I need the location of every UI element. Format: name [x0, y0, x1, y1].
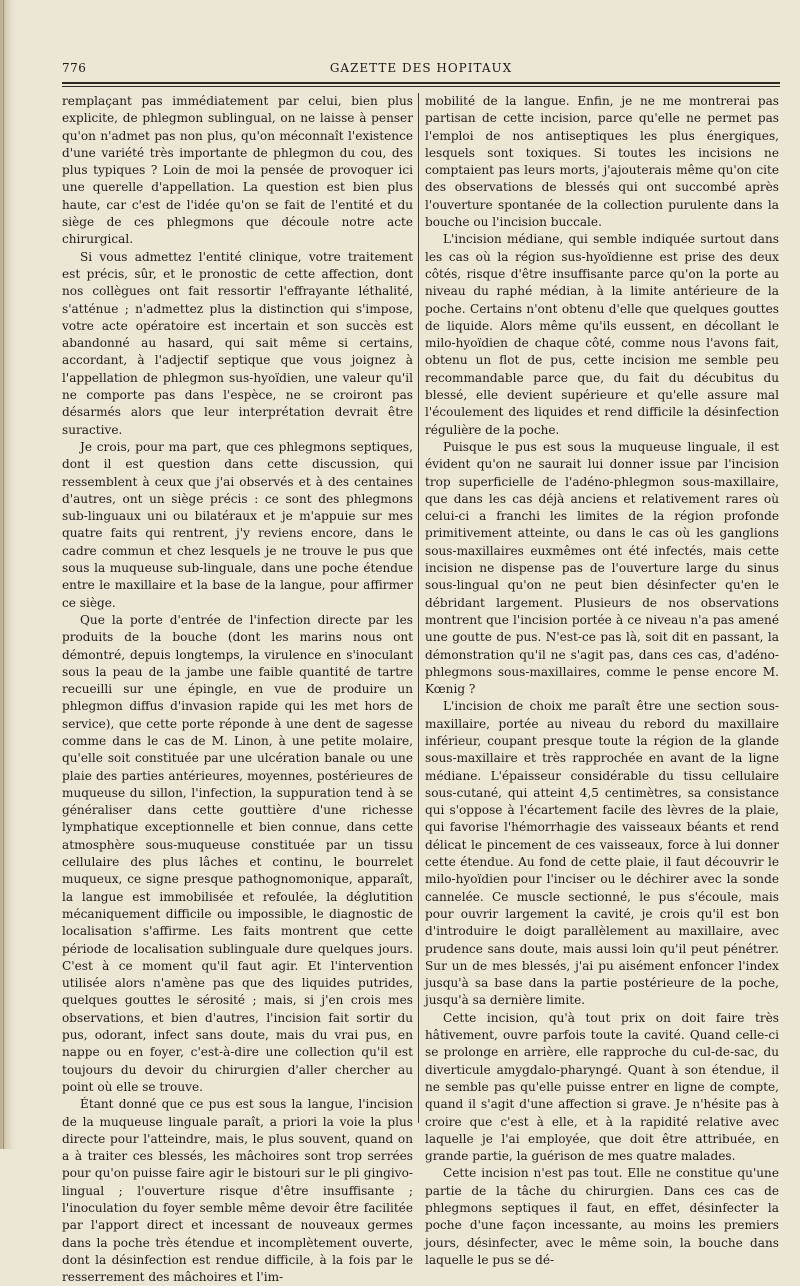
paragraph: L'incision de choix me paraît être une section sous-maxillaire, portée au niveau du rebord du maxillaire inférieur, coupant presque toute la région de la glande sous-maxillaire et très rapprochée en avant de la ligne médiane. L'épaisseur considérable du tissu cellulaire sous-cutané, qui atteint 4,5 centimètres, sa consistance qui s'oppose à l'écartement facile des lèvres de la plaie, qui favorise l'hémorrhagie des vaisseaux béants et rend délicat le pincement de ces vaisseaux, force à lui donner cette étendue. Au fond de cette plaie, il faut découvrir le milo-hyoïdien pour l'inciser ou le déchirer avec la sonde cannelée. Ce muscle sectionné, le pus s'écoule, mais pour ouvrir largement la cavité, je crois qu'il est bon d'introduire le doigt parallèlement au maxillaire, avec prudence sans doute, mais aussi loin qu'il peut pénétrer. Sur un de mes blessés, j'ai pu aisément enfoncer l'index jusqu'à sa base dans la partie postérieure de la poche, jusqu'à sa dernière limite.: [425, 699, 779, 1008]
paragraph: Cette incision, qu'à tout prix on doit faire très hâtivement, ouvre parfois toute la cavité. Quand celle-ci se prolonge en arrière, elle rapproche du cul-de-sac, du diverticule amygdalo-pharyngé. Quant à son étendue, il ne semble pas qu'elle puisse entrer en ligne de compte, quand il s'agit d'une affection si grave. Je n'hésite pas à croire que c'est à elle, et à la rapidité relative avec laquelle je l'ai employée, que doit être attribuée, en grande partie, la guérison de mes quatre malades.: [425, 1010, 779, 1164]
paragraph: Si vous admettez l'entité clinique, votre traitement est précis, sûr, et le pronostic de cette affection, dont nos collègues ont fait ressortir l'effrayante léthalité, s'atténue ; n'admettez plus la distinction qui s'impose, votre acte opératoire est incertain et son succès est abandonné au hasard, qui sait même si certains, accordant, à l'adjectif septique que vous joignez à l'appellation de phlegmon sus-hyoïdien, une valeur qu'il ne comporte pas dans l'espèce, ne se croiront pas désarmés alors que leur interprétation devrait être suractive.: [62, 249, 413, 437]
paragraph: remplaçant pas immédiatement par celui, bien plus explicite, de phlegmon sublingual, on ne laisse à penser qu'on n'admet pas non plus, qu'on méconnaît l'existence d'une variété très importante de phlegmon du cou, des plus typiques ? Loin de moi la pensée de provoquer ici une querelle d'appellation. La question est bien plus haute, car c'est de l'idée qu'on se fait de l'entité et du siège de ces phlegmons que découle notre acte chirurgical.: [62, 94, 413, 247]
paragraph: Puisque le pus est sous la muqueuse linguale, il est évident qu'on ne saurait lui donner issue par l'incision trop superficielle de l'adéno-phlegmon sous-maxillaire, que dans les cas déjà anciens et relativement rares où celui-ci a franchi les limites de la région profonde primitivement atteinte, ou dans le cas où les ganglions sous-maxillaires euxmêmes ont été infectés, mais cette incision ne dispense pas de l'ouverture large du sinus sous-lingual qu'on ne peut bien désinfecter qu'en le débridant largement. Plusieurs de nos observations montrent que l'incision portée à ce niveau n'a pas amené une goutte de pus. N'est-ce pas là, soit dit en passant, la démonstration qu'il ne s'agit pas, dans ces cas, d'adéno-phlegmons sous-maxillaires, comme le pense encore M. Kœnig ?: [425, 439, 779, 697]
paragraph: Je crois, pour ma part, que ces phlegmons septiques, dont il est question dans cette discussion, qui ressemblent à ceux que j'ai observés et à des centaines d'autres, ont un siège précis : ce sont des phlegmons sub-linguaux uni ou bilatéraux et je m'appuie sur mes quatre faits qui rentrent, j'y reviens encore, dans le cadre commun et chez lesquels je ne trouve le pus que sous la muqueuse sub-linguale, dans une poche étendue entre le maxillaire et la base de la langue, pour affirmer ce siège.: [62, 439, 413, 610]
page-number: 776: [62, 61, 87, 75]
paragraph: Cette incision n'est pas tout. Elle ne constitue qu'une partie de la tâche du chirurgien. Dans ces cas de phlegmons septiques il faut, en effet, désinfecter la poche d'une façon incessante, au moins les premiers jours, désinfecter, avec le même soin, la bouche dans laquelle le pus se dé-: [425, 1166, 779, 1267]
header-rule-thin: [62, 86, 780, 87]
right-column: [425, 93, 779, 1267]
spine-edge-line: [3, 0, 4, 1149]
paragraph: L'incision médiane, qui semble indiquée surtout dans les cas où la région sus-hyoïdienne est prise des deux côtés, risque d'être insuffisante parce qu'on la porte au niveau du raphé médian, à la limite antérieure de la poche. Certains n'ont obtenu d'elle que quelques gouttes de liquide. Alors même qu'ils eussent, en décollant le milo-hyoïdien de chaque côté, comme nous l'avons fait, obtenu un flot de pus, cette incision me semble peu recommandable parce que, du fait du décubitus du blessé, elle devient supérieure et qu'elle assure mal l'écoulement des liquides et rend difficile la désinfection régulière de la poche.: [425, 232, 779, 437]
column-divider: [418, 93, 419, 1123]
paragraph: mobilité de la langue. Enfin, je ne me montrerai pas partisan de cette incision, parce qu'elle ne permet pas l'emploi de nos antiseptiques les plus énergiques, lesquels sont toxiques. Si toutes les incisions ne comptaient pas leurs morts, j'ajouterais même qu'on cite des observations de blessés qui ont succombé après l'ouverture spontanée de la collection purulente dans la bouche ou l'incision buccale.: [425, 94, 779, 230]
journal-title: GAZETTE DES HOPITAUX: [329, 61, 513, 75]
page-header: [62, 61, 780, 79]
left-column: [62, 93, 413, 1285]
paragraph: Que la porte d'entrée de l'infection directe par les produits de la bouche (dont les marins nous ont démontré, depuis longtemps, la virulence en s'inoculant sous la peau de la jambe une faible quantité de tartre recueilli sur une épingle, en vue de produire un phlegmon diffus d'invasion rapide qui les met hors de service), que cette porte réponde à une dent de sagesse comme dans le cas de M. Linon, à une petite molaire, qu'elle soit constituée par une ulcération banale ou une plaie des parties antérieures, moyennes, postérieures de muqueuse du sillon, l'infection, la suppuration tend à se généraliser dans cette gouttière d'une richesse lymphatique exceptionnelle et bien connue, dans cette atmosphère sous-muqueuse constituée par un tissu cellulaire des plus lâches et continu, le bourrelet muqueux, ce signe presque pathognomonique, apparaît, la langue est immobilisée et refoulée, la déglutition mécaniquement difficile ou impossible, le diagnostic de localisation s'affirme. Les faits montrent que cette période de localisation sublinguale dure quelques jours. C'est à ce moment qu'il faut agir. Et l'intervention utilisée alors n'amène pas que des liquides putrides, quelques gouttes le sérosité ; mais, si j'en crois mes observations, et bien d'autres, l'incision fait sortir du pus, odorant, infect sans doute, mais du vrai pus, en nappe ou en foyer, c'est-à-dire une collection qu'il est toujours du devoir du chirurgien d'aller chercher au point où elle se trouve.: [62, 612, 413, 1094]
header-rule-thick: [62, 82, 780, 84]
paragraph: Étant donné que ce pus est sous la langue, l'incision de la muqueuse linguale paraît, a priori la voie la plus directe pour l'atteindre, mais, le plus souvent, quand on a à traiter ces blessés, les mâchoires sont trop serrées pour qu'on puisse faire agir le bistouri sur le pli gingivo-lingual ; l'ouverture risque d'être insuffisante ; l'inoculation du foyer semble même devoir être facilitée par l'apport direct et incessant de nouveaux germes dans la poche très étendue et incomplètement ouverte, dont la désinfection est rendue difficile, à la fois par le resserrement des mâchoires et l'im-: [62, 1097, 413, 1285]
book-spine-shadow: [0, 0, 15, 1149]
